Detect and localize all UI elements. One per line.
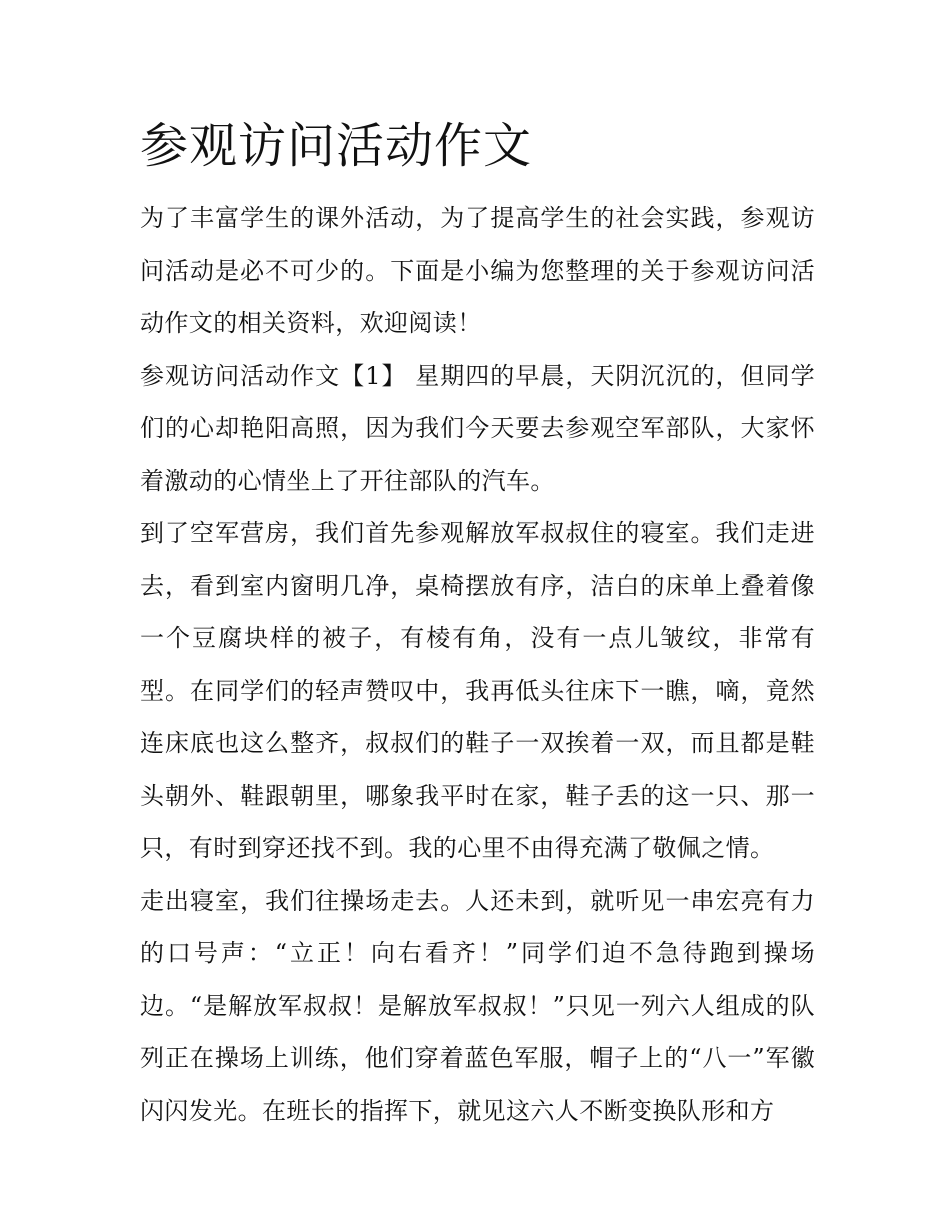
document-page: [140, 112, 815, 1137]
paragraph-barracks: 到了空军营房，我们首先参观解放军叔叔住的寝室。我们走进去，看到室内窗明几净，桌椅摆放有序，洁白的床单上叠着像一个豆腐块样的被子，有棱有角，没有一点儿皱纹，非常有型。在同学们的轻声赞叹中，我再低头往床下一瞧，嘀，竟然连床底也这么整齐，叔叔们的鞋子一双挨着一双，而且都是鞋头朝外、鞋跟朝里，哪象我平时在家，鞋子丢的这一只、那一只，有时到穿还找不到。我的心里不由得充满了敬佩之情。: [140, 519, 815, 862]
paragraph-intro: 为了丰富学生的课外活动，为了提高学生的社会实践，参观访问活动是必不可少的。下面是小编为您整理的关于参观访问活动作文的相关资料，欢迎阅读！: [140, 204, 815, 337]
paragraph-drill-ground: 走出寝室，我们往操场走去。人还未到，就听见一串宏亮有力的口号声：“立正！向右看齐！”同学们迫不急待跑到操场边。“是解放军叔叔！是解放军叔叔！”只见一列六人组成的队列正在操场上训练，他们穿着蓝色军服，帽子上的“八一”军徽闪闪发光。在班长的指挥下，就见这六人不断变换队形和方: [140, 886, 815, 1125]
document-title: 参观访问活动作文: [140, 118, 533, 174]
paragraph-essay-1-start: 参观访问活动作文【1】 星期四的早晨，天阴沉沉的，但同学们的心却艳阳高照，因为我们今天要去参观空军部队，大家怀着激动的心情坐上了开往部队的汽车。: [140, 361, 815, 495]
